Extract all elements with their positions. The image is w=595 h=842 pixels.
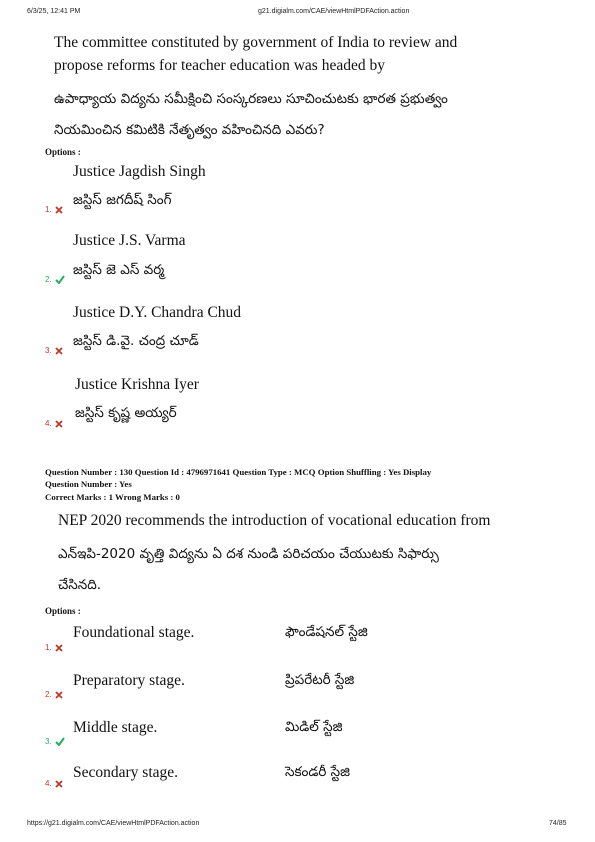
q2-meta-line1: Question Number : 130 Question Id : 4796971641 Question Type : MCQ Option Shuffling : Yes Display	[45, 467, 432, 477]
q2-option-3-en: Middle stage.	[73, 719, 158, 736]
q1-option-2-number: 2.	[45, 275, 52, 284]
footer-url: https://g21.digialm.com/CAE/viewHtmlPDFAction.action	[27, 820, 200, 827]
q2-option-2-en: Preparatory stage.	[73, 672, 185, 689]
q2-option-4-marker	[45, 779, 63, 788]
cross-icon	[55, 420, 63, 428]
q1-option-2-en: Justice J.S. Varma	[73, 232, 186, 249]
q1-option-4-number: 4.	[45, 419, 52, 428]
q1-option-1-en: Justice Jagdish Singh	[73, 163, 206, 180]
q1-option-4-marker	[45, 419, 63, 428]
page-number: 74/85	[549, 820, 567, 827]
print-datetime: 6/3/25, 12:41 PM	[27, 8, 81, 15]
q1-option-1-marker	[45, 205, 63, 214]
q2-option-3-number: 3.	[45, 737, 52, 746]
q1-option-2-te: జస్టిస్ జె ఎస్ వర్మ	[73, 262, 165, 278]
q1-option-3-te: జస్టిస్ డి.వై. చంద్ర చూడ్	[73, 333, 199, 349]
q1-option-3-marker	[45, 346, 63, 355]
q2-text-te-line2: చేసినది.	[58, 577, 102, 593]
q2-text-en: NEP 2020 recommends the introduction of vocational education from	[58, 512, 491, 529]
q1-option-1-te: జస్టిస్ జగదీష్ సింగ్	[73, 192, 172, 208]
q1-text-en-line1: The committee constituted by government of India to review and	[54, 34, 458, 51]
cross-icon	[55, 691, 63, 699]
q1-option-2-marker	[45, 275, 65, 284]
q2-option-4-number: 4.	[45, 779, 52, 788]
q2-option-2-marker	[45, 690, 63, 699]
q1-option-4-en: Justice Krishna Iyer	[75, 376, 199, 393]
q2-option-3-marker	[45, 737, 65, 746]
q2-option-2-number: 2.	[45, 690, 52, 699]
cross-icon	[55, 780, 63, 788]
q1-option-1-number: 1.	[45, 205, 52, 214]
q2-option-4-en: Secondary stage.	[73, 764, 179, 781]
q2-option-1-number: 1.	[45, 643, 52, 652]
q2-text-te-line1: ఎన్ఇపి-2020 వృత్తి విద్యను ఏ దశ నుండి పరిచయం చేయుటకు సిఫార్సు	[58, 546, 439, 562]
q2-option-3-te: మిడిల్ స్టేజి	[285, 719, 343, 735]
q2-option-4-te: సెకండరీ స్టేజి	[285, 764, 351, 780]
q1-option-4-te: జస్టిస్ కృష్ణ అయ్యర్	[75, 405, 177, 421]
q2-options-label: Options :	[45, 606, 81, 616]
print-url: g21.digialm.com/CAE/viewHtmlPDFAction.action	[258, 8, 410, 15]
q1-text-en-line2: propose reforms for teacher education was headed by	[54, 57, 385, 74]
check-icon	[55, 275, 65, 284]
q1-text-te-line2: నియమించిన కమిటికి నేతృత్వం వహించినది ఎవరు?	[54, 122, 325, 138]
q2-option-1-te: ఫౌండేషనల్ స్టేజి	[285, 624, 368, 640]
check-icon	[55, 737, 65, 746]
q1-option-3-en: Justice D.Y. Chandra Chud	[73, 304, 242, 321]
q2-option-1-marker	[45, 643, 63, 652]
q1-option-3-number: 3.	[45, 346, 52, 355]
cross-icon	[55, 644, 63, 652]
cross-icon	[55, 347, 63, 355]
q1-options-label: Options :	[45, 147, 81, 157]
q1-text-te-line1: ఉపాధ్యాయ విద్యను సమీక్షించి సంస్కరణలు సూచించుటకు భారత ప్రభుత్వం	[54, 91, 448, 107]
cross-icon	[55, 206, 63, 214]
q2-meta-line2: Question Number : Yes	[45, 479, 132, 489]
q2-marks: Correct Marks : 1 Wrong Marks : 0	[45, 492, 180, 502]
q2-option-1-en: Foundational stage.	[73, 624, 195, 641]
q2-option-2-te: ప్రిపరేటరీ స్టేజి	[285, 672, 355, 688]
